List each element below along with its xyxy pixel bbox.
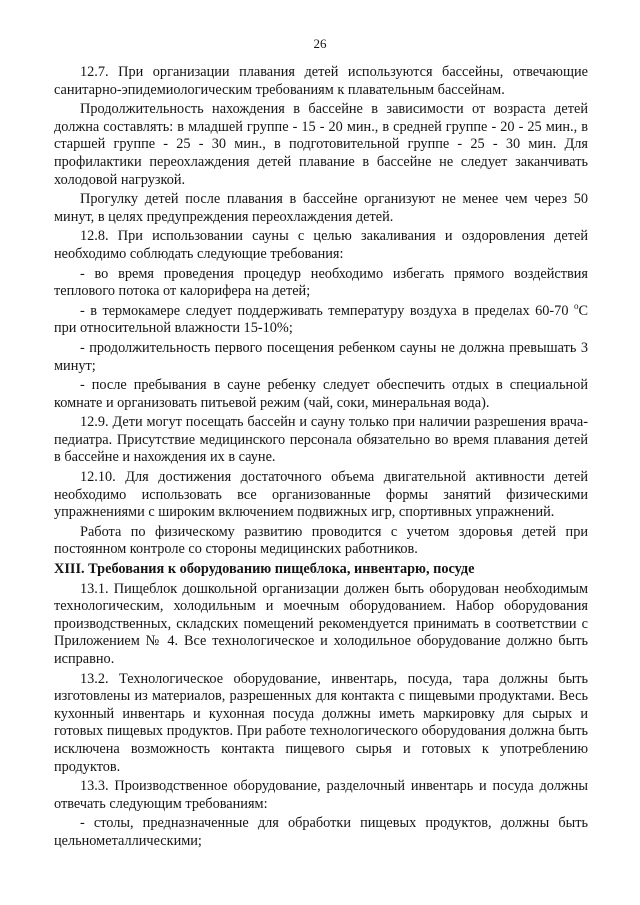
paragraph-walk-after-swim: Прогулку детей после плавания в бассейне организуют не менее чем через 50 минут, в целях предупреждения переохлаждения детей. <box>54 191 588 225</box>
paragraph-13-3: 13.3. Производственное оборудование, разделочный инвентарь и посуда должны отвечать следующим требованиям: <box>54 778 588 812</box>
bullet-tables: - столы, предназначенные для обработки пищевых продуктов, должны быть цельнометаллическими; <box>54 815 588 849</box>
bullet-first-visit: - продолжительность первого посещения ребенком сауны не должна превышать 3 минут; <box>54 339 588 374</box>
paragraph-12-10: 12.10. Для достижения достаточного объема двигательной активности детей необходимо использовать все организованные формы занятий физическими упражнениями с широким включением подвижных игр, спортивных упражнений. <box>54 469 588 521</box>
section-heading: XIII. Требования к оборудованию пищеблока, инвентарю, посуде <box>54 561 475 578</box>
paragraph-12-9: 12.9. Дети могут посещать бассейн и сауну только при наличии разрешения врача-педиатра. Присутствие медицинского персонала обязательно во время плавания детей в бассейне и нахождения их в сауне. <box>54 414 588 466</box>
page-number: 26 <box>313 36 327 51</box>
paragraph-12-7: 12.7. При организации плавания детей используются бассейны, отвечающие санитарно-эпидемиологическим требованиям к плавательным бассейнам. <box>54 64 588 98</box>
bullet-heat-flow: - во время проведения процедур необходимо избегать прямого воздействия теплового потока от калорифера на детей; <box>54 265 588 300</box>
paragraph-physical-development: Работа по физическому развитию проводится с учетом здоровья детей при постоянном контроле со стороны медицинских работников. <box>54 523 588 558</box>
document-body <box>54 64 588 853</box>
bullet-temperature <box>54 300 588 338</box>
paragraph-pool-duration: Продолжительность нахождения в бассейне в зависимости от возраста детей должна составлять: в младшей группе - 15 - 20 мин., в средней группе - 20 - 25 мин., в старшей группе - 25 - 30 мин., в подготовительной группе - 25 - 30 мин. Для профилактики переохлаждения детей плавание в бассейне не следует заканчивать холодовой нагрузкой. <box>54 101 588 188</box>
bullet-after-sauna: - после пребывания в сауне ребенку следует обеспечить отдых в специальной комнате и организовать питьевой режим (чай, соки, минеральная вода). <box>54 377 588 411</box>
paragraph-13-2: 13.2. Технологическое оборудование, инвентарь, посуда, тара должны быть изготовлены из материалов, разрешенных для контакта с пищевыми продуктами. Весь кухонный инвентарь и кухонная посуда должны иметь маркировку для сырых и готовых пищевых продуктов. При работе технологического оборудования должна быть исключена возможность контакта пищевого сырья и готовых к употреблению продуктов. <box>54 670 588 775</box>
temperature-text-after: С при относительной влажности 15-10%; <box>54 302 588 337</box>
paragraph-13-1: 13.1. Пищеблок дошкольной организации должен быть оборудован необходимым технологическим, холодильным и моечным оборудованием. Набор оборудования производственных, складских помещений рекомендуется принимать в соответствии с Приложением № 4. Все технологическое и холодильное оборудование должно быть исправно. <box>54 580 588 667</box>
degree-sign: o <box>573 300 579 311</box>
paragraph-12-8: 12.8. При использовании сауны с целью закаливания и оздоровления детей необходимо соблюдать следующие требования: <box>54 228 588 262</box>
temperature-text-before: - в термокамере следует поддерживать температуру воздуха в пределах 60-70 <box>80 302 574 319</box>
